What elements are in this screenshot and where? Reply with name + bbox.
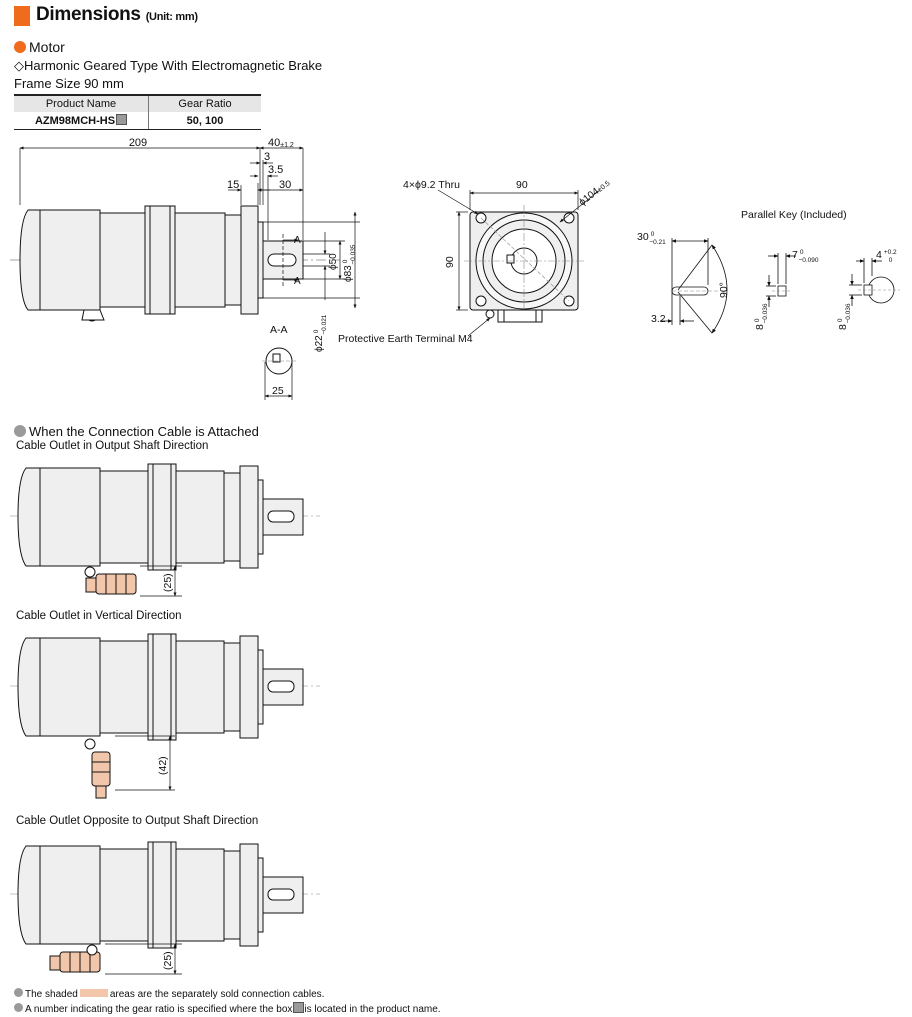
section-mark-a-top: A: [294, 235, 301, 246]
dim-phi50: ϕ50: [328, 253, 339, 270]
parallel-key-title: Parallel Key (Included): [741, 209, 847, 221]
cable-outlet-vertical-caption: Cable Outlet in Vertical Direction: [16, 610, 182, 622]
gear-ratio-header: Gear Ratio: [149, 95, 262, 112]
dim-phi22: $\phi 22^0-0.021$: [313, 314, 328, 352]
parallel-key-views: [660, 238, 900, 333]
section-aa-label: A-A: [270, 324, 288, 336]
dim-40: 40±1.2: [268, 137, 294, 149]
dim-3: 3: [264, 151, 271, 163]
key-dim-7: 7 $^0$ −0.090: [792, 249, 819, 264]
key-angle-90: 90°: [718, 282, 730, 298]
product-name-header: Product Name: [14, 95, 149, 112]
dim-30: 30: [279, 179, 292, 191]
frame-size-heading: Frame Size 90 mm: [14, 76, 124, 91]
cable-section-heading: When the Connection Cable is Attached: [14, 424, 259, 439]
gray-bullet-icon: [14, 1003, 23, 1012]
dim-phi83: $\phi 83^0-0.035$: [342, 244, 357, 282]
section-motor-heading: Motor: [14, 39, 65, 55]
key-dim-3-2: 3.2: [651, 313, 666, 325]
key-dim-8-b: $8^0-0.036$: [837, 303, 852, 330]
cable-dim-42: (42): [157, 756, 169, 775]
gear-ratio-cell: 50, 100: [149, 112, 262, 130]
pe-terminal-label: Protective Earth Terminal M4: [338, 333, 473, 345]
dim-25: 25: [272, 385, 284, 397]
key-dim-8-a: $8^0-0.036$: [754, 303, 769, 330]
key-dim-30: 30 $^0$ −0.21: [637, 231, 666, 246]
dim-4-holes: 4×ϕ9.2 Thru: [403, 179, 460, 191]
dim-90-top: 90: [516, 179, 528, 191]
product-name-cell: AZM98MCH-HS: [14, 112, 149, 130]
type-heading: ◇Harmonic Geared Type With Electromagnetic Brake: [14, 58, 323, 73]
cable-dim-25-a: (25): [162, 573, 174, 592]
dim-phi104: ϕ104±0.5: [577, 179, 612, 209]
page-title: Dimensions (Unit: mm): [36, 4, 198, 25]
gray-bullet-icon: [14, 425, 26, 437]
gear-ratio-box-icon: [293, 1002, 304, 1013]
dim-15: 15: [227, 179, 240, 191]
cable-outlet-opposite-caption: Cable Outlet Opposite to Output Shaft Direction: [16, 815, 259, 827]
cable-shade-swatch: [80, 989, 108, 997]
motor-side-view: [10, 206, 340, 321]
section-mark-a-bottom: A: [294, 276, 301, 287]
dim-3-5: 3.5: [268, 164, 284, 176]
cable-outlet-shaft-caption: Cable Outlet in Output Shaft Direction: [16, 440, 209, 452]
dim-90-side: 90: [444, 256, 456, 268]
unit-label: (Unit: mm): [145, 11, 198, 23]
key-dim-4: 4 $^{+0.2}$ 0: [876, 249, 897, 264]
note-shaded-areas: The shaded areas are the separately sold connection cables.: [14, 988, 324, 1000]
dim-209: 209: [128, 137, 148, 149]
motor-front-view: [464, 205, 586, 322]
note-gear-ratio-box: A number indicating the gear ratio is specified where the box is located in the product name.: [14, 1002, 441, 1015]
gray-bullet-icon: [14, 988, 23, 997]
diamond-icon: ◇: [14, 58, 24, 73]
cable-dim-25-b: (25): [162, 951, 174, 970]
